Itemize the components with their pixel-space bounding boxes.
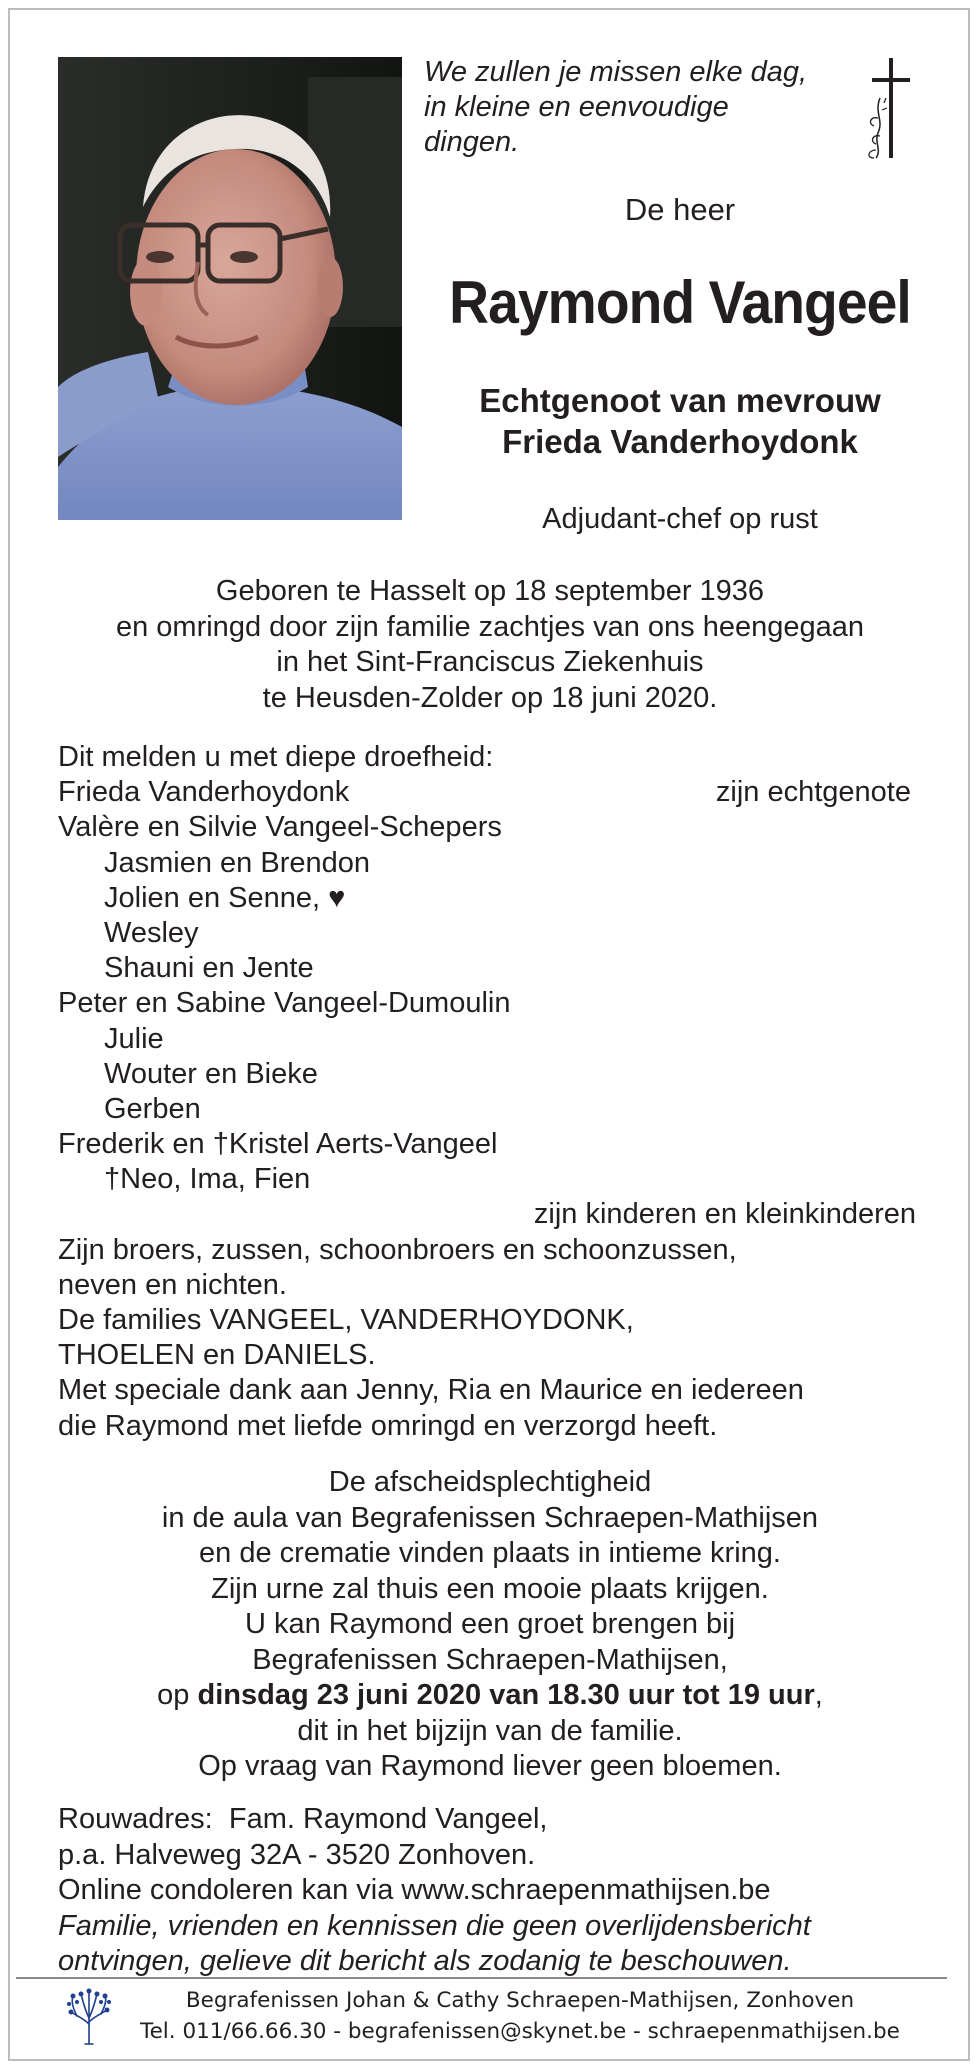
quote xyxy=(424,55,844,160)
address-block xyxy=(58,1802,958,1980)
text-line: in het Sint-Franciscus Ziekenhuis xyxy=(276,646,704,678)
relatives-line: die Raymond met liefde omringd en verzorgd heeft. xyxy=(58,1409,718,1442)
relatives-line: De families VANGEEL, VANDERHOYDONK, xyxy=(58,1304,634,1336)
grandchild: Shauni en Jente xyxy=(104,952,314,985)
family-name: Peter en Sabine Vangeel-Dumoulin xyxy=(58,987,511,1020)
visit-date: dinsdag 23 juni 2020 van 18.30 uur tot 19 uur xyxy=(197,1679,815,1711)
quote-line: in kleine en eenvoudige xyxy=(424,91,729,123)
text-line: Begrafenissen Schraepen-Mathijsen, xyxy=(252,1643,728,1676)
relatives-line: Met speciale dank aan Jenny, Ria en Maurice en iedereen xyxy=(58,1374,804,1407)
footer-line: Begrafenissen Johan & Cathy Schraepen-Mathijsen, Zonhoven xyxy=(185,1988,855,2013)
spouse-name: Frieda Vanderhoydonk xyxy=(58,776,350,809)
spouse-line: Echtgenoot van mevrouw xyxy=(479,382,881,419)
address-line: Rouwadres: Fam. Raymond Vangeel, xyxy=(58,1803,548,1835)
portrait-photo xyxy=(58,57,402,520)
deceased-name: Raymond Vangeel xyxy=(449,269,911,336)
text-line: Geboren te Hasselt op 18 september 1936 xyxy=(215,575,765,607)
text-line: Op vraag van Raymond liever geen bloemen. xyxy=(198,1750,782,1782)
grandchild: Wesley xyxy=(104,916,199,949)
spouse-role: zijn echtgenote xyxy=(715,776,911,809)
visit-prefix: op xyxy=(157,1679,198,1711)
tree-logo-icon xyxy=(65,1988,113,2046)
text-line: U kan Raymond een groet brengen bij xyxy=(244,1608,736,1640)
address-line: p.a. Halveweg 32A - 3520 Zonhoven. xyxy=(58,1838,536,1871)
spouse-block xyxy=(420,380,940,462)
grandchild: Jolien en Senne, ♥ xyxy=(104,881,346,914)
grandchild: Gerben xyxy=(104,1092,201,1125)
text-line: in de aula van Begrafenissen Schraepen-Mathijsen xyxy=(161,1501,819,1534)
text-line: en omringd door zijn familie zachtjes van ons heengegaan xyxy=(115,610,865,643)
family-name: Valère en Silvie Vangeel-Schepers xyxy=(58,811,502,844)
text-line: dit in het bijzijn van de familie. xyxy=(297,1714,683,1747)
text-line: en de crematie vinden plaats in intieme kring. xyxy=(199,1537,781,1569)
notice-line: Familie, vrienden en kennissen die geen overlijdensbericht xyxy=(58,1909,811,1942)
survivors-intro: Dit melden u met diepe droefheid: xyxy=(58,741,494,773)
notice-line: ontvingen, gelieve dit bericht als zodanig te beschouwen. xyxy=(58,1945,792,1977)
text-line: De afscheidsplechtigheid xyxy=(328,1466,652,1498)
quote-line: dingen. xyxy=(424,126,520,158)
text-line: Zijn urne zal thuis een mooie plaats krijgen. xyxy=(211,1572,769,1605)
relatives-line: Zijn broers, zussen, schoonbroers en schoonzussen, xyxy=(58,1233,737,1266)
rank: Adjudant-chef op rust xyxy=(542,503,818,535)
footer-line: Tel. 011/66.66.30 - begrafenissen@skynet.be - schraepenmathijsen.be xyxy=(140,2019,900,2044)
survivors-list xyxy=(58,740,928,1444)
spouse-row xyxy=(58,775,928,810)
family-name: Frederik en †Kristel Aerts-Vangeel xyxy=(58,1128,498,1161)
footer-divider xyxy=(16,1977,947,1979)
visit-suffix: , xyxy=(814,1679,823,1711)
text-line: te Heusden-Zolder op 18 juni 2020. xyxy=(262,681,718,714)
cross-icon xyxy=(862,58,920,162)
children-role: zijn kinderen en kleinkinderen xyxy=(533,1198,916,1231)
relatives-line: THOELEN en DANIELS. xyxy=(58,1339,376,1372)
quote-line: We zullen je missen elke dag, xyxy=(424,56,808,88)
condolence-line: Online condoleren kan via www.schraepenmathijsen.be xyxy=(58,1874,771,1906)
grandchild: Julie xyxy=(104,1022,164,1055)
funeral-home-footer xyxy=(120,1985,920,2047)
ceremony-block xyxy=(0,1465,980,1785)
visit-line xyxy=(0,1678,980,1714)
relatives-line: neven en nichten. xyxy=(58,1268,287,1301)
grandchild: Jasmien en Brendon xyxy=(104,846,370,879)
birth-death-text xyxy=(0,574,980,716)
spouse-line: Frieda Vanderhoydonk xyxy=(502,423,858,460)
grandchild: †Neo, Ima, Fien xyxy=(104,1163,311,1196)
grandchild: Wouter en Bieke xyxy=(104,1057,318,1090)
title: De heer xyxy=(624,192,736,227)
children-role-row xyxy=(58,1197,928,1232)
